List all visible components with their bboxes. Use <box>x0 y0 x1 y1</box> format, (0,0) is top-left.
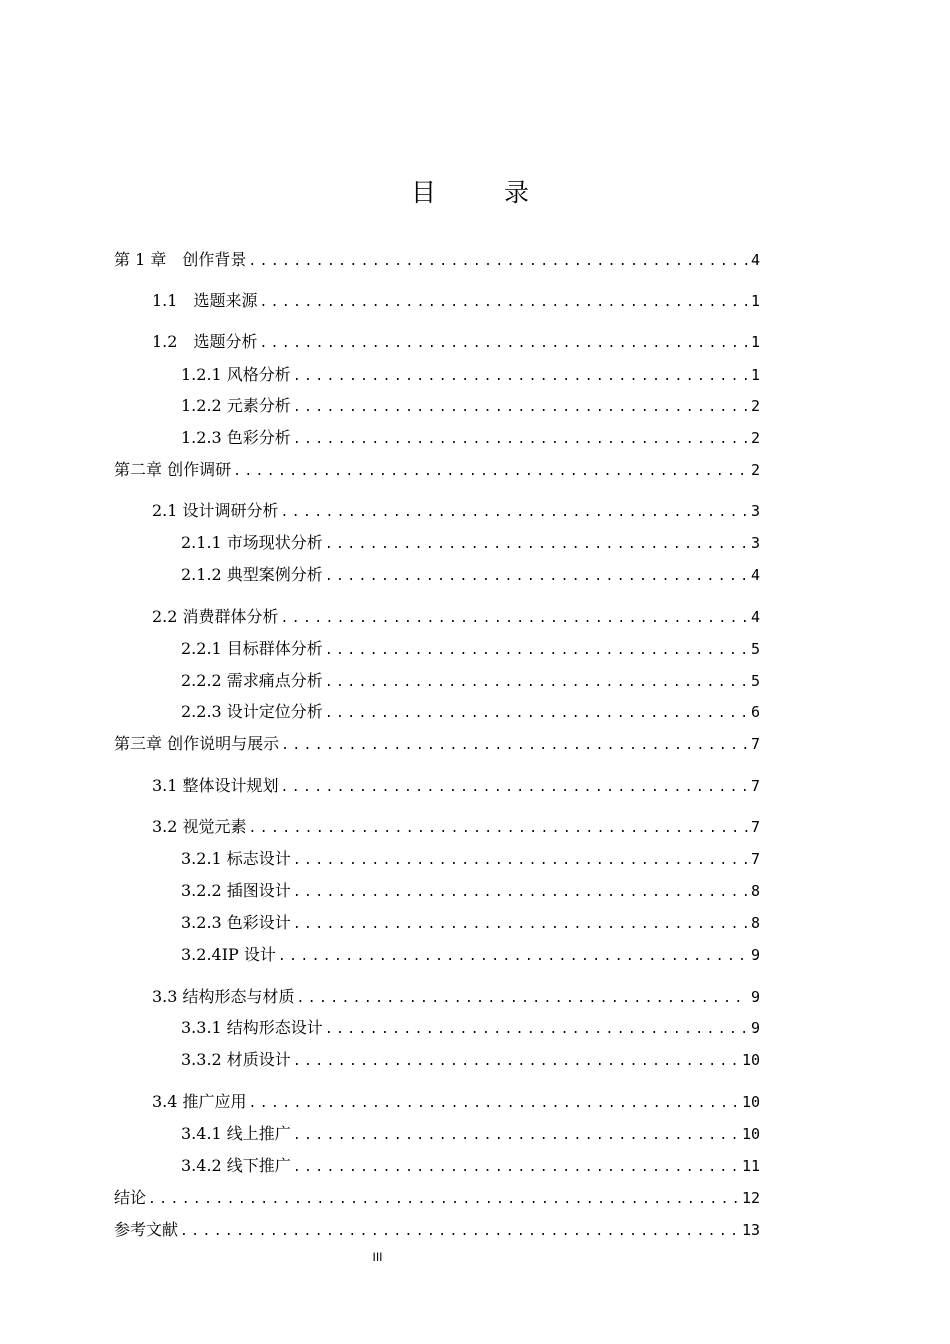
toc-dot-leader <box>325 533 748 557</box>
toc-page-number: 4 <box>750 608 760 626</box>
toc-entry-label: 3.3.2 材质设计 <box>181 1050 291 1069</box>
toc-entry-label: 1.2 选题分析 <box>152 332 258 351</box>
toc-page-number: 9 <box>750 1019 760 1037</box>
toc-entry-label: 2.2.1 目标群体分析 <box>181 639 323 658</box>
toc-entry-2-1-2[interactable] <box>0 563 760 587</box>
toc-page-number: 13 <box>741 1221 760 1239</box>
toc-entry-label: 3.2.4IP 设计 <box>181 945 276 964</box>
toc-entry-label: 3.3.1 结构形态设计 <box>181 1018 323 1037</box>
toc-entry-3-3-2[interactable] <box>0 1048 760 1072</box>
toc-dot-leader <box>325 671 748 695</box>
toc-entry-3-4-1[interactable] <box>0 1122 760 1146</box>
toc-entry-2-2-3[interactable] <box>0 700 760 724</box>
toc-dot-leader <box>293 396 748 420</box>
toc-dot-leader <box>148 1188 739 1212</box>
toc-page-number: 3 <box>750 502 760 520</box>
toc-entry-3-2[interactable] <box>0 815 760 839</box>
toc-entry-2-1[interactable] <box>0 499 760 523</box>
toc-page-number: 8 <box>750 914 760 932</box>
toc-entry-label: 1.2.1 风格分析 <box>181 365 291 384</box>
toc-entry-1-2[interactable] <box>0 330 760 354</box>
toc-dot-leader <box>325 639 748 663</box>
toc-page-number: 3 <box>750 534 760 552</box>
toc-entry-3-4-2[interactable] <box>0 1154 760 1178</box>
toc-entry-label: 3.2.1 标志设计 <box>181 849 291 868</box>
toc-entry-conclusion[interactable] <box>0 1186 760 1210</box>
toc-dot-leader <box>325 565 748 589</box>
toc-entry-1-2-3[interactable] <box>0 426 760 450</box>
toc-entry-label: 2.2.2 需求痛点分析 <box>181 671 323 690</box>
page-number-footer: III <box>372 1250 383 1264</box>
toc-entry-2-2[interactable] <box>0 605 760 629</box>
toc-dot-leader <box>248 250 748 274</box>
toc-entry-1-1[interactable] <box>0 289 760 313</box>
toc-title: 目 录 <box>411 178 559 207</box>
toc-page-number: 2 <box>750 397 760 415</box>
toc-page-number: 4 <box>750 566 760 584</box>
toc-dot-leader <box>278 945 748 969</box>
toc-page-number: 1 <box>750 292 760 310</box>
toc-entry-3-2-2[interactable] <box>0 879 760 903</box>
toc-entry-chapter-1[interactable] <box>0 248 760 272</box>
toc-page-number: 12 <box>741 1189 760 1207</box>
toc-page-number: 7 <box>750 777 760 795</box>
toc-dot-leader <box>293 428 748 452</box>
toc-entry-label: 2.2 消费群体分析 <box>152 607 279 626</box>
toc-dot-leader <box>281 501 748 525</box>
toc-entry-label: 2.1.1 市场现状分析 <box>181 533 323 552</box>
toc-page-number: 1 <box>750 366 760 384</box>
toc-dot-leader <box>293 881 748 905</box>
toc-page-number: 1 <box>750 333 760 351</box>
toc-entry-label: 1.2.3 色彩分析 <box>181 428 291 447</box>
toc-dot-leader <box>233 460 748 484</box>
toc-page-number: 10 <box>741 1125 760 1143</box>
toc-entry-label: 1.2.2 元素分析 <box>181 396 291 415</box>
toc-entry-label: 2.2.3 设计定位分析 <box>181 702 323 721</box>
toc-entry-3-1[interactable] <box>0 774 760 798</box>
toc-entry-label: 第二章 创作调研 <box>114 460 232 479</box>
toc-entry-label: 3.1 整体设计规划 <box>152 776 279 795</box>
toc-entry-label: 3.2.2 插图设计 <box>181 881 291 900</box>
toc-entry-chapter-2[interactable] <box>0 458 760 482</box>
toc-dot-leader <box>293 1050 739 1074</box>
toc-dot-leader <box>281 734 748 758</box>
toc-entry-2-1-1[interactable] <box>0 531 760 555</box>
toc-entry-label: 3.4 推广应用 <box>152 1092 247 1111</box>
toc-dot-leader <box>325 1018 748 1042</box>
toc-entry-label: 结论 <box>114 1188 147 1207</box>
toc-dot-leader <box>325 702 748 726</box>
toc-entry-label: 2.1.2 典型案例分析 <box>181 565 323 584</box>
toc-page-number: 7 <box>750 818 760 836</box>
toc-entry-references[interactable] <box>0 1218 760 1242</box>
toc-entry-3-2-4[interactable] <box>0 943 760 967</box>
toc-entry-chapter-3[interactable] <box>0 732 760 756</box>
toc-entry-3-3-1[interactable] <box>0 1016 760 1040</box>
toc-page-number: 5 <box>750 640 760 658</box>
toc-entry-1-2-1[interactable] <box>0 363 760 387</box>
toc-entry-3-2-3[interactable] <box>0 911 760 935</box>
toc-entry-label: 3.4.1 线上推广 <box>181 1124 291 1143</box>
toc-page-number: 6 <box>750 703 760 721</box>
toc-page-number: 9 <box>750 988 760 1006</box>
toc-page-number: 2 <box>750 461 760 479</box>
toc-page-number: 11 <box>741 1157 760 1175</box>
toc-dot-leader <box>293 365 748 389</box>
toc-page-number: 4 <box>750 251 760 269</box>
toc-entry-label: 2.1 设计调研分析 <box>152 501 279 520</box>
toc-dot-leader <box>259 291 748 315</box>
toc-entry-label: 3.2 视觉元素 <box>152 817 247 836</box>
toc-page-number: 7 <box>750 850 760 868</box>
toc-page-number: 7 <box>750 735 760 753</box>
toc-dot-leader <box>293 1124 739 1148</box>
toc-page-number: 9 <box>750 946 760 964</box>
toc-entry-label: 第三章 创作说明与展示 <box>114 734 280 753</box>
toc-entry-label: 3.4.2 线下推广 <box>181 1156 291 1175</box>
toc-entry-2-2-1[interactable] <box>0 637 760 661</box>
toc-dot-leader <box>297 987 748 1011</box>
toc-entry-3-4[interactable] <box>0 1090 760 1114</box>
toc-dot-leader <box>259 332 748 356</box>
toc-entry-2-2-2[interactable] <box>0 669 760 693</box>
toc-dot-leader <box>180 1220 739 1244</box>
toc-entry-label: 第 1 章 创作背景 <box>114 250 247 269</box>
toc-dot-leader <box>293 1156 739 1180</box>
toc-entry-1-2-2[interactable] <box>0 394 760 418</box>
toc-entry-label: 3.2.3 色彩设计 <box>181 913 291 932</box>
toc-dot-leader <box>249 817 748 841</box>
toc-dot-leader <box>249 1092 739 1116</box>
toc-dot-leader <box>281 607 748 631</box>
toc-dot-leader <box>293 849 748 873</box>
toc-page-number: 8 <box>750 882 760 900</box>
toc-page-number: 5 <box>750 672 760 690</box>
toc-dot-leader <box>293 913 748 937</box>
toc-entry-label: 3.3 结构形态与材质 <box>152 987 295 1006</box>
toc-entry-3-2-1[interactable] <box>0 847 760 871</box>
toc-dot-leader <box>281 776 748 800</box>
toc-entry-3-3[interactable] <box>0 985 760 1009</box>
toc-page-number: 2 <box>750 429 760 447</box>
toc-entry-label: 1.1 选题来源 <box>152 291 258 310</box>
toc-page-number: 10 <box>741 1093 760 1111</box>
toc-entry-label: 参考文献 <box>114 1220 179 1239</box>
toc-page-number: 10 <box>741 1051 760 1069</box>
